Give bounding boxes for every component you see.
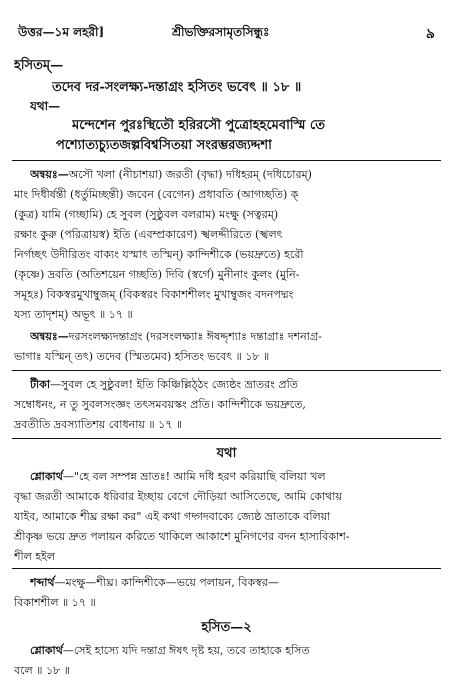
shlokartha-line: যাইব, আমাকে শীঘ্র রক্ষা কর" এই কথা গদ্গদবাক্যে জ্যেষ্ঠ ভ্রাতাকে বলিয়া <box>14 510 331 523</box>
section-title-hasitam: হসিতম্— <box>14 58 64 73</box>
anvaya-line: (কৃষ্ণে) দ্রবতি (অতিশয়েন গচ্ছতি) দিবি (স্বর্গে) মুনীনাং কুলং (মুনি- <box>14 268 300 281</box>
shabdartha-line: শব্দার্থ—মংক্ষু—শীঘ্র। কান্দিশীকে—ভয়ে পলায়ন, বিকস্বর— <box>30 576 279 589</box>
running-header <box>12 22 441 44</box>
anvaya-label: অন্বয়ঃ— <box>30 168 69 181</box>
shlokartha-line: বলে ॥ ১৮ ॥ <box>14 664 70 677</box>
page-number: ৯ <box>425 26 435 42</box>
header-chapter: উত্তর—১ম লহরী] <box>18 25 105 39</box>
anvaya-line: মাং দিধীর্ষন্তী (ধর্তুমিচ্ছন্তী) জবেন (বেগেন) প্রধাবতি (আগচ্ছতি) ক্ <box>14 188 299 201</box>
shlokartha-line: শ্লোকার্থ—সেই হাস্যে যদি দন্তাগ্র ঈষৎ দৃষ্ট হয়, তবে তাহাকে হসিত <box>30 644 310 657</box>
anvaya-label: অন্বয়ঃ— <box>30 330 69 343</box>
anvaya-line: ভাগাঃ যস্মিন্ তৎ) তদেব (স্মিতমেব) হসিতং ভবেৎ ॥ ১৮ ॥ <box>14 350 270 363</box>
section-title-hasita-2: হসিত—২ <box>201 620 252 635</box>
shlokartha-line: বৃদ্ধা জরতী আমাকে ধরিবার ইচ্ছায় বেগে দৌড়িয়া আসিতেছে, আমি কোথায় <box>14 490 342 503</box>
shlokartha-line: শ্রীকৃষ্ণ ভয়ে দ্রুত পলায়ন করিতে থাকিলে আকাশে মুনিগণের বদন হাস্যবিকাশ- <box>14 530 350 543</box>
shlokartha-line: শীল হইল <box>14 550 56 563</box>
tika-line: সম্বোধনং, ন তু সুবলসংজ্ঞং তৎসমবয়স্কং প্রতি। কান্দিশীকে ভয়দ্রুতে, <box>14 398 306 411</box>
shabdartha-label: শব্দার্থ <box>30 576 55 589</box>
anvaya-line: অন্বয়ঃ—দরসংলক্ষ্যদন্তাগ্রং (দরসংলক্ষ্যাঃ ঈষদ্দৃশ্যাঃ দন্তাগ্রাঃ দশনাগ্র- <box>30 330 322 343</box>
tika-line: টীকা—সুবল হে সুষ্ঠুবল! ইতি কিঞ্চিল্লিঠ্ঠং জ্যেষ্ঠং ভ্রাতরং প্রতি <box>30 378 299 391</box>
tika-label: টীকা <box>30 378 51 391</box>
anvaya-line: অন্বয়ঃ—অসৌ খলা (নীচাশয়া) জরতী (বৃদ্ধা) দধিহরম্ (দধিচোরম্) <box>30 168 312 181</box>
divider <box>12 160 441 161</box>
hasitam-definition: তদেব দর-সংলক্ষ্য-দন্তাগ্রং হসিতং ভবেৎ ॥ ১৮ ॥ <box>52 80 302 95</box>
shabdartha-line: বিকাশশীল ॥ ১৭ ॥ <box>14 596 96 609</box>
anvaya-line: সমূহঃ) বিকস্বরমুখাম্বুজম্ (বিকস্বরং বিকাশশীলং মুখাম্বুজং বদনপদ্মং <box>14 288 294 301</box>
shlokartha-label: শ্লোকার্থ <box>30 470 63 483</box>
yatha-label: যথা— <box>30 99 61 113</box>
divider <box>12 568 441 569</box>
tika-line: দ্রবতীতি দ্রবস্যাতিশয় বোধনায় ॥ ১৭ ॥ <box>14 418 183 431</box>
header-book-title: শ্রীভক্তিরসামৃতসিন্ধুঃ <box>172 25 270 39</box>
anvaya-line: যস্য তাদৃশম্) অভূৎ ॥ ১৭ ॥ <box>14 308 133 321</box>
divider <box>12 438 441 439</box>
shlokartha-line: শ্লোকার্থ—"হে বল সম্পন্ন ভ্রাতঃ! আমি দধি হরণ করিয়াছি বলিয়া খল <box>30 470 326 483</box>
anvaya-line: রক্ষাং কুরু (পরিত্রায়স্ব) ইতি (এবম্প্রকারেণ) স্খলদ্দীরিতে (স্খলৎ <box>14 228 283 241</box>
yatha-heading: যথা <box>216 446 237 461</box>
book-page <box>12 8 441 688</box>
divider <box>12 370 441 371</box>
anvaya-line: নির্গচ্ছৎ উদীরিতং বাক্যং যস্মাৎ তস্মিন্) কান্দিশীকে (ভয়দ্রুতে) হরৌ <box>14 248 304 261</box>
sanskrit-verse-line-1: মন্দেশেন পুরঃস্থিতৌ হরিরসৌ পুত্রোহহমেবাস্মি তে <box>72 118 325 133</box>
sanskrit-verse-line-2: পশ্যোত্যচ্যুতজল্পবিশ্বসিতয়া সংরম্ভরজ্যদ্দশা <box>56 138 272 153</box>
anvaya-line: (কুত্র) যামি (গচ্ছামি) হে সুবল (সুষ্ঠুবল বলরাম) মংক্ষু (সত্বরম্) <box>14 208 279 221</box>
shlokartha-label: শ্লোকার্থ <box>30 644 63 657</box>
